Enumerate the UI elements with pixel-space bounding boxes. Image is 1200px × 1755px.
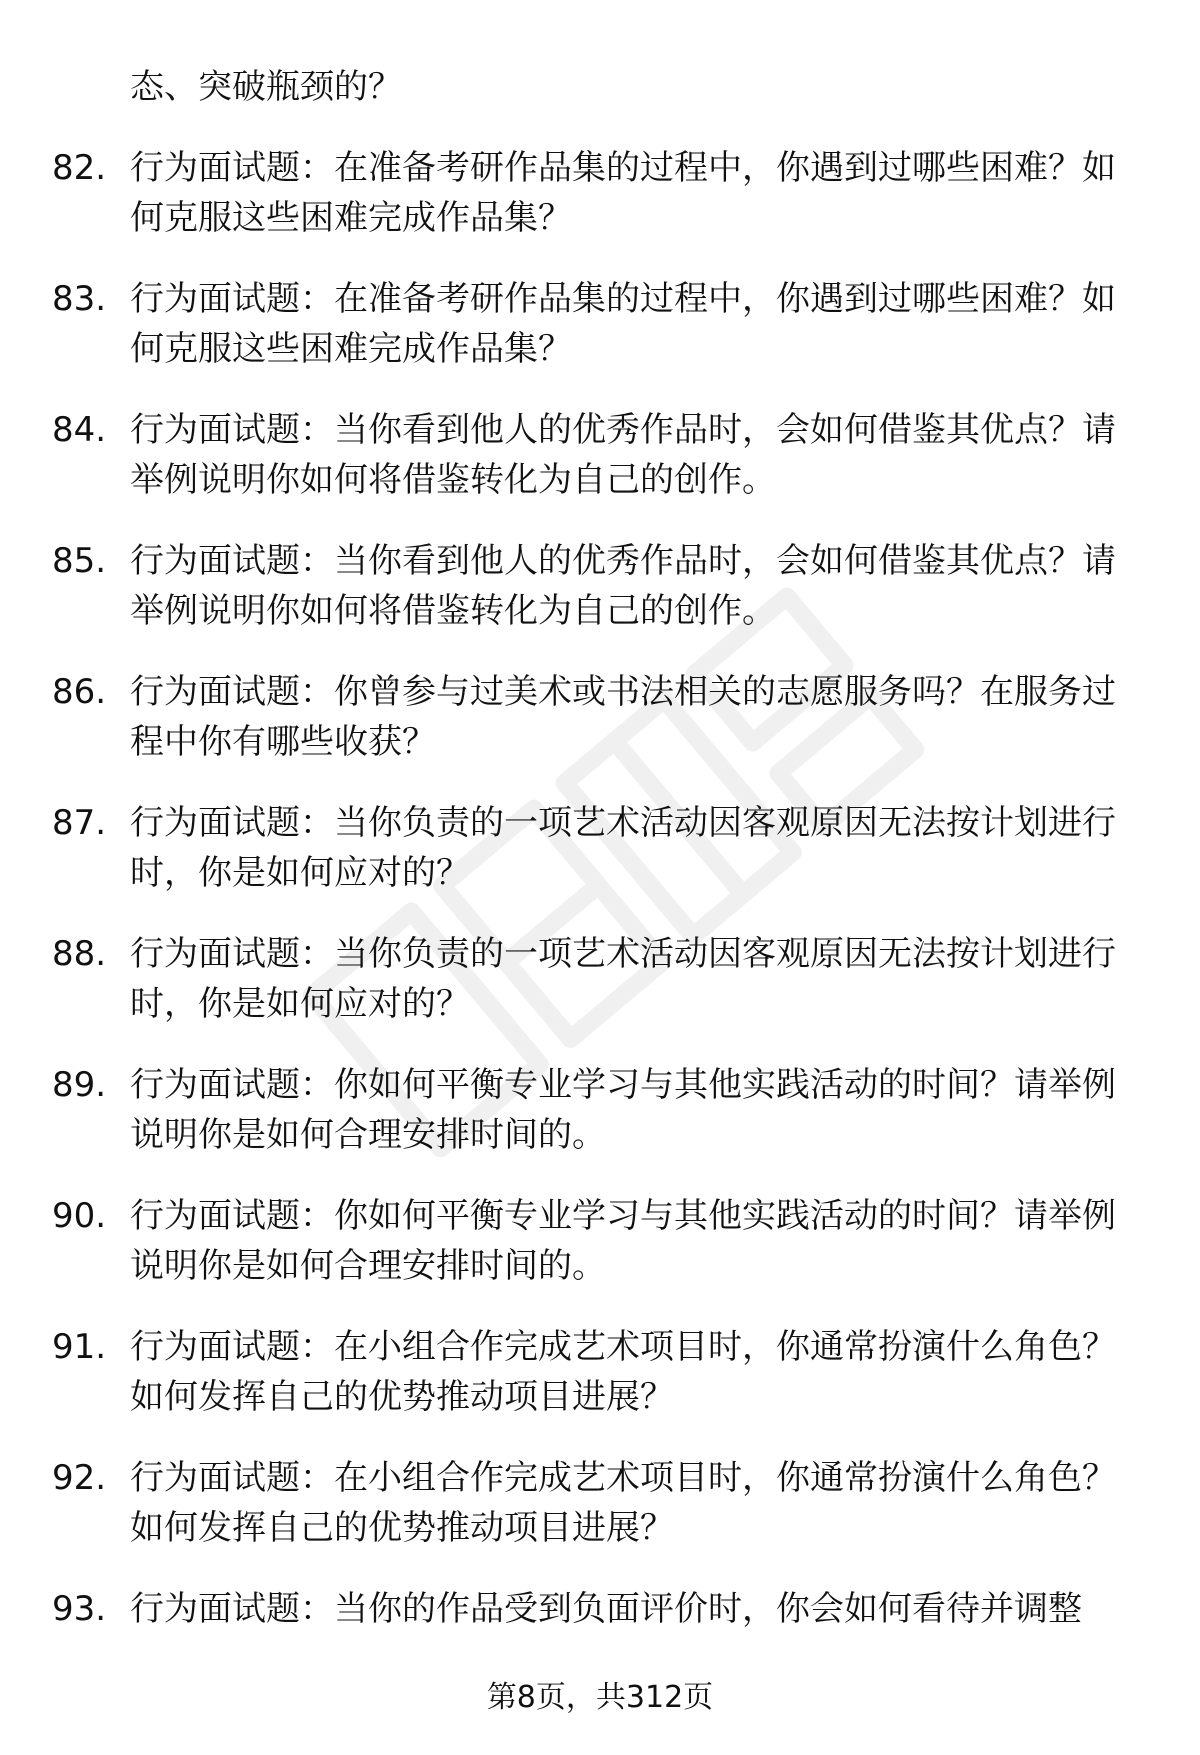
question-text: 行为面试题：你曾参与过美术或书法相关的志愿服务吗？在服务过程中你有哪些收获？ bbox=[130, 672, 1116, 762]
question-text: 行为面试题：在准备考研作品集的过程中，你遇到过哪些困难？如何克服这些困难完成作品集？ bbox=[130, 279, 1116, 369]
question-number: 82. bbox=[52, 148, 107, 188]
page-footer: 第8页，共312页 bbox=[486, 1680, 714, 1715]
question-item bbox=[0, 274, 1200, 405]
question-number: 92. bbox=[52, 1458, 107, 1498]
question-number: 84. bbox=[52, 410, 107, 450]
question-number: 86. bbox=[52, 672, 107, 712]
question-number: 88. bbox=[52, 934, 107, 974]
question-text: 行为面试题：当你看到他人的优秀作品时，会如何借鉴其优点？请举例说明你如何将借鉴转化为自己的创作。 bbox=[130, 541, 1116, 631]
question-item bbox=[0, 143, 1200, 274]
question-text: 行为面试题：你如何平衡专业学习与其他实践活动的时间？请举例说明你是如何合理安排时间的。 bbox=[130, 1065, 1116, 1155]
question-number: 83. bbox=[52, 279, 107, 319]
question-text: 行为面试题：在小组合作完成艺术项目时，你通常扮演什么角色？如何发挥自己的优势推动项目进展？ bbox=[130, 1327, 1116, 1417]
question-number: 89. bbox=[52, 1065, 107, 1105]
question-item bbox=[0, 1191, 1200, 1322]
question-number: 85. bbox=[52, 541, 107, 581]
question-list bbox=[0, 143, 1200, 1715]
question-text: 行为面试题：当你负责的一项艺术活动因客观原因无法按计划进行时，你是如何应对的？ bbox=[130, 934, 1116, 1024]
question-text: 行为面试题：当你看到他人的优秀作品时，会如何借鉴其优点？请举例说明你如何将借鉴转化为自己的创作。 bbox=[130, 410, 1116, 500]
question-text: 行为面试题：在准备考研作品集的过程中，你遇到过哪些困难？如何克服这些困难完成作品集？ bbox=[130, 148, 1116, 238]
question-text: 行为面试题：当你负责的一项艺术活动因客观原因无法按计划进行时，你是如何应对的？ bbox=[130, 803, 1116, 893]
question-item bbox=[0, 536, 1200, 667]
question-number: 93. bbox=[52, 1589, 107, 1629]
question-item bbox=[0, 667, 1200, 798]
question-item bbox=[0, 1453, 1200, 1584]
question-item bbox=[0, 798, 1200, 929]
question-number: 91. bbox=[52, 1327, 107, 1367]
question-number: 87. bbox=[52, 803, 107, 843]
question-item bbox=[0, 1322, 1200, 1453]
question-item bbox=[0, 405, 1200, 536]
question-text: 行为面试题：当你的作品受到负面评价时，你会如何看待并调整 bbox=[130, 1589, 1082, 1629]
question-item bbox=[0, 929, 1200, 1060]
question-text: 行为面试题：你如何平衡专业学习与其他实践活动的时间？请举例说明你是如何合理安排时间的。 bbox=[130, 1196, 1116, 1286]
continuation-text: 态、突破瓶颈的？ bbox=[130, 67, 402, 107]
question-item bbox=[0, 1060, 1200, 1191]
question-text: 行为面试题：在小组合作完成艺术项目时，你通常扮演什么角色？如何发挥自己的优势推动项目进展？ bbox=[130, 1458, 1116, 1548]
question-number: 90. bbox=[52, 1196, 107, 1236]
